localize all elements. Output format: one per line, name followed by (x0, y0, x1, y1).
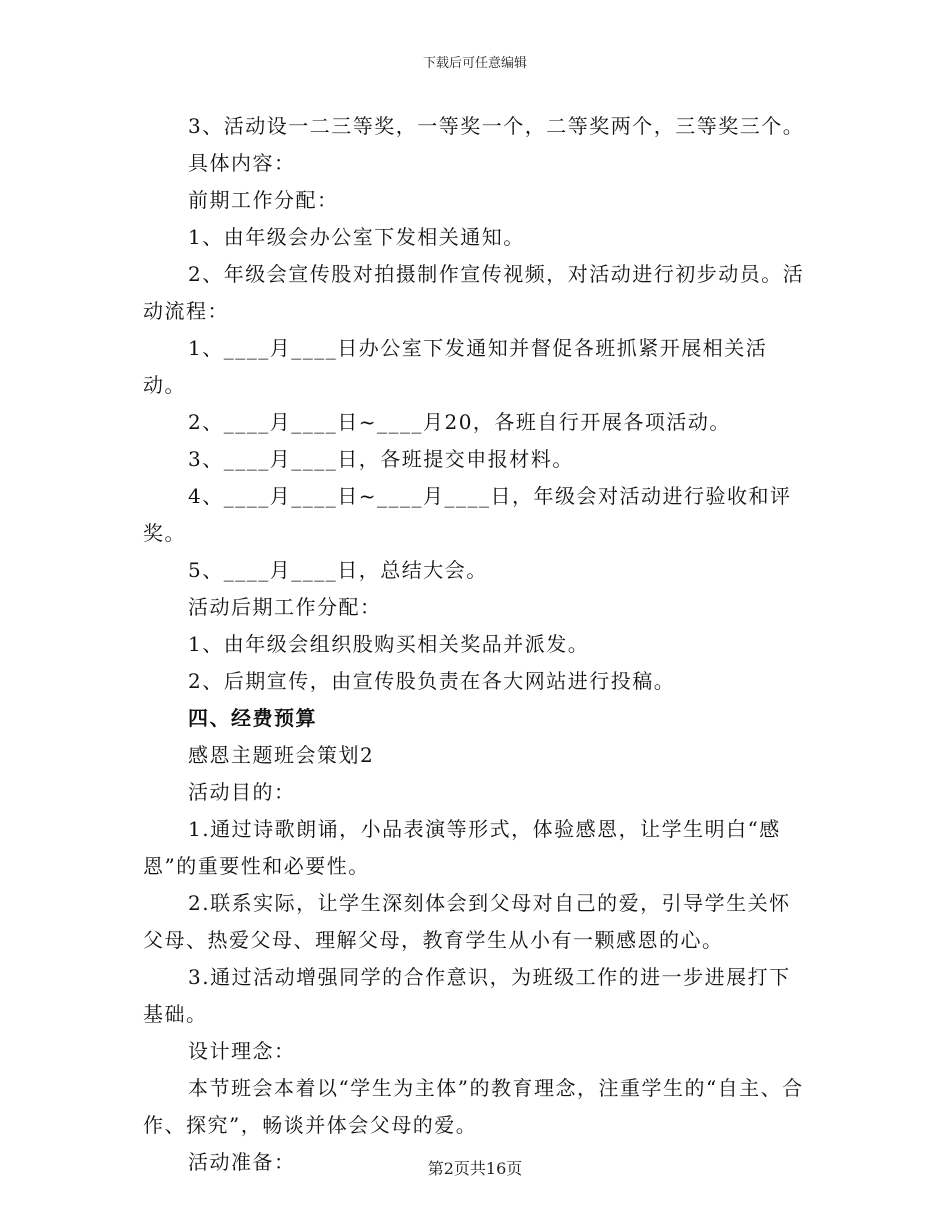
paragraph: 4、____月____日~____月____日，年级会对活动进行验收和评奖。 (143, 484, 792, 545)
paragraph: 1.通过诗歌朗诵，小品表演等形式，体验感恩，让学生明白“感恩”的重要性和必要性。 (143, 817, 781, 878)
section-heading: 四、经费预算 (188, 706, 317, 730)
paragraph: 3、活动设一二三等奖，一等奖一个，二等奖两个，三等奖三个。 (188, 114, 805, 138)
paragraph: 2、后期宣传，由宣传股负责在各大网站进行投稿。 (188, 669, 676, 693)
paragraph: 2.联系实际，让学生深刻体会到父母对自己的爱，引导学生关怀父母、热爱父母、理解父母，教育学生从小有一颗感恩的心。 (143, 891, 791, 952)
paragraph: 1、____月____日办公室下发通知并督促各班抓紧开展相关活动。 (143, 336, 768, 397)
paragraph: 2、____月____日~____月20，各班自行开展各项活动。 (188, 410, 731, 434)
paragraph: 本节班会本着以“学生为主体”的教育理念，注重学生的“自主、合作、探究”，畅谈并体会父母的爱。 (143, 1076, 804, 1137)
paragraph: 活动准备： (188, 1150, 296, 1174)
paragraph: 2、年级会宣传股对拍摄制作宣传视频，对活动进行初步动员。活动流程： (143, 262, 805, 323)
paragraph: 1、由年级会组织股购买相关奖品并派发。 (188, 632, 590, 656)
paragraph: 具体内容： (188, 151, 296, 175)
paragraph: 5、____月____日，总结大会。 (188, 558, 488, 582)
paragraph: 1、由年级会办公室下发相关通知。 (188, 225, 525, 249)
page-header: 下载后可任意编辑 (422, 56, 527, 71)
paragraph: 3、____月____日，各班提交申报材料。 (188, 447, 574, 471)
paragraph: 活动后期工作分配： (188, 595, 382, 619)
paragraph: 设计理念： (188, 1039, 296, 1063)
paragraph: 活动目的： (188, 780, 296, 804)
page-footer: 第2页共16页 (427, 1159, 523, 1178)
paragraph: 3.通过活动增强同学的合作意识，为班级工作的进一步进展打下基础。 (143, 965, 791, 1026)
paragraph: 前期工作分配： (188, 188, 339, 212)
document-body (143, 108, 808, 1181)
paragraph: 感恩主题班会策划2 (188, 743, 375, 767)
